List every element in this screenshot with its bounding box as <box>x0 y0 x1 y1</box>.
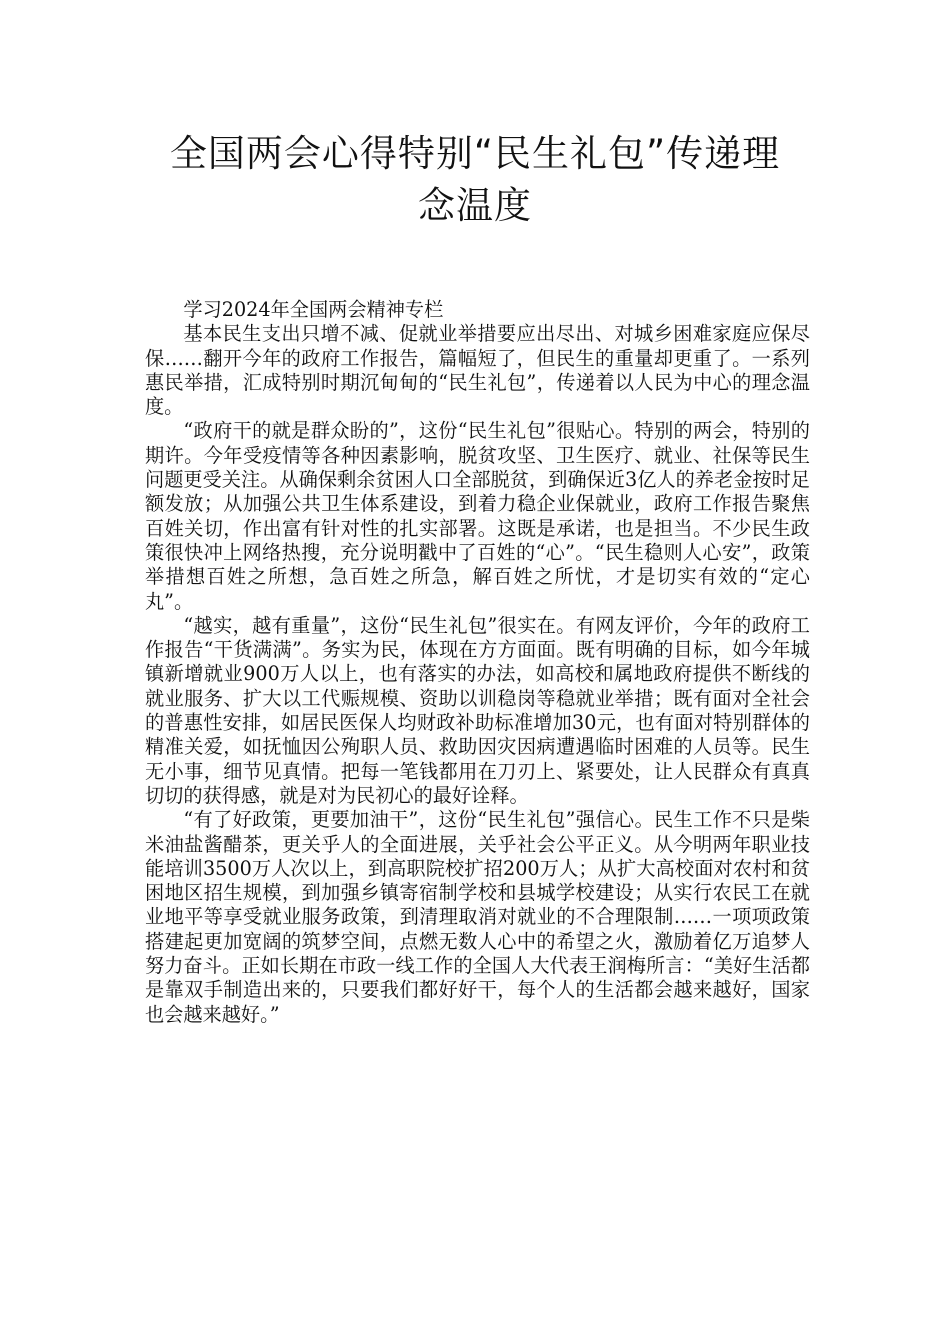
title-line-1: 全国两会心得特别“民生礼包”传递理 <box>169 132 781 175</box>
title-line-2: 念温度 <box>418 184 532 227</box>
document-body <box>145 298 810 1027</box>
body-paragraph: “政府干的就是群众盼的”，这份“民生礼包”很贴心。特别的两会，特别的期许。今年受疫情等各种因素影响，脱贫攻坚、卫生医疗、就业、社保等民生问题更受关注。从确保剩余贫困人口全部脱贫，到确保近3亿人的养老金按时足额发放；从加强公共卫生体系建设，到着力稳企业保就业，政府工作报告聚焦百姓关切，作出富有针对性的扎实部署。这既是承诺，也是担当。不少民生政策很快冲上网络热搜，充分说明戳中了百姓的“心”。“民生稳则人心安”，政策举措想百姓之所想，急百姓之所急，解百姓之所忧，才是切实有效的“定心丸”。 <box>145 419 810 613</box>
document-title <box>120 128 830 232</box>
column-label: 学习2024年全国两会精神专栏 <box>183 298 444 321</box>
body-paragraph: “有了好政策，更要加油干”，这份“民生礼包”强信心。民生工作不只是柴米油盐酱醋茶，更关乎人的全面进展，关乎社会公平正义。从今明两年职业技能培训3500万人次以上，到高职院校扩招200万人；从扩大高校面对农村和贫困地区招生规模，到加强乡镇寄宿制学校和县城学校建设；从实行农民工在就业地平等享受就业服务政策，到清理取消对就业的不合理限制……一项项政策搭建起更加宽阔的筑梦空间，点燃无数人心中的希望之火，激励着亿万追梦人努力奋斗。正如长期在市政一线工作的全国人大代表王润梅所言：“美好生活都是靠双手制造出来的，只要我们都好好干，每个人的生活都会越来越好，国家也会越来越好。” <box>145 808 810 1026</box>
body-paragraph: “越实，越有重量”，这份“民生礼包”很实在。有网友评价，今年的政府工作报告“干货满满”。务实为民，体现在方方面面。既有明确的目标，如今年城镇新增就业900万人以上，也有落实的办法，如高校和属地政府提供不断线的就业服务、扩大以工代赈规模、资助以训稳岗等稳就业举措；既有面对全社会的普惠性安排，如居民医保人均财政补助标准增加30元，也有面对特别群体的精准关爱，如抚恤因公殉职人员、救助因灾因病遭遇临时困难的人员等。民生无小事，细节见真情。把每一笔钱都用在刀刃上、紧要处，让人民群众有真真切切的获得感，就是对为民初心的最好诠释。 <box>145 613 810 807</box>
body-paragraph: 基本民生支出只增不减、促就业举措要应出尽出、对城乡困难家庭应保尽保……翻开今年的政府工作报告，篇幅短了，但民生的重量却更重了。一系列惠民举措，汇成特别时期沉甸甸的“民生礼包”，传递着以人民为中心的理念温度。 <box>145 322 810 419</box>
